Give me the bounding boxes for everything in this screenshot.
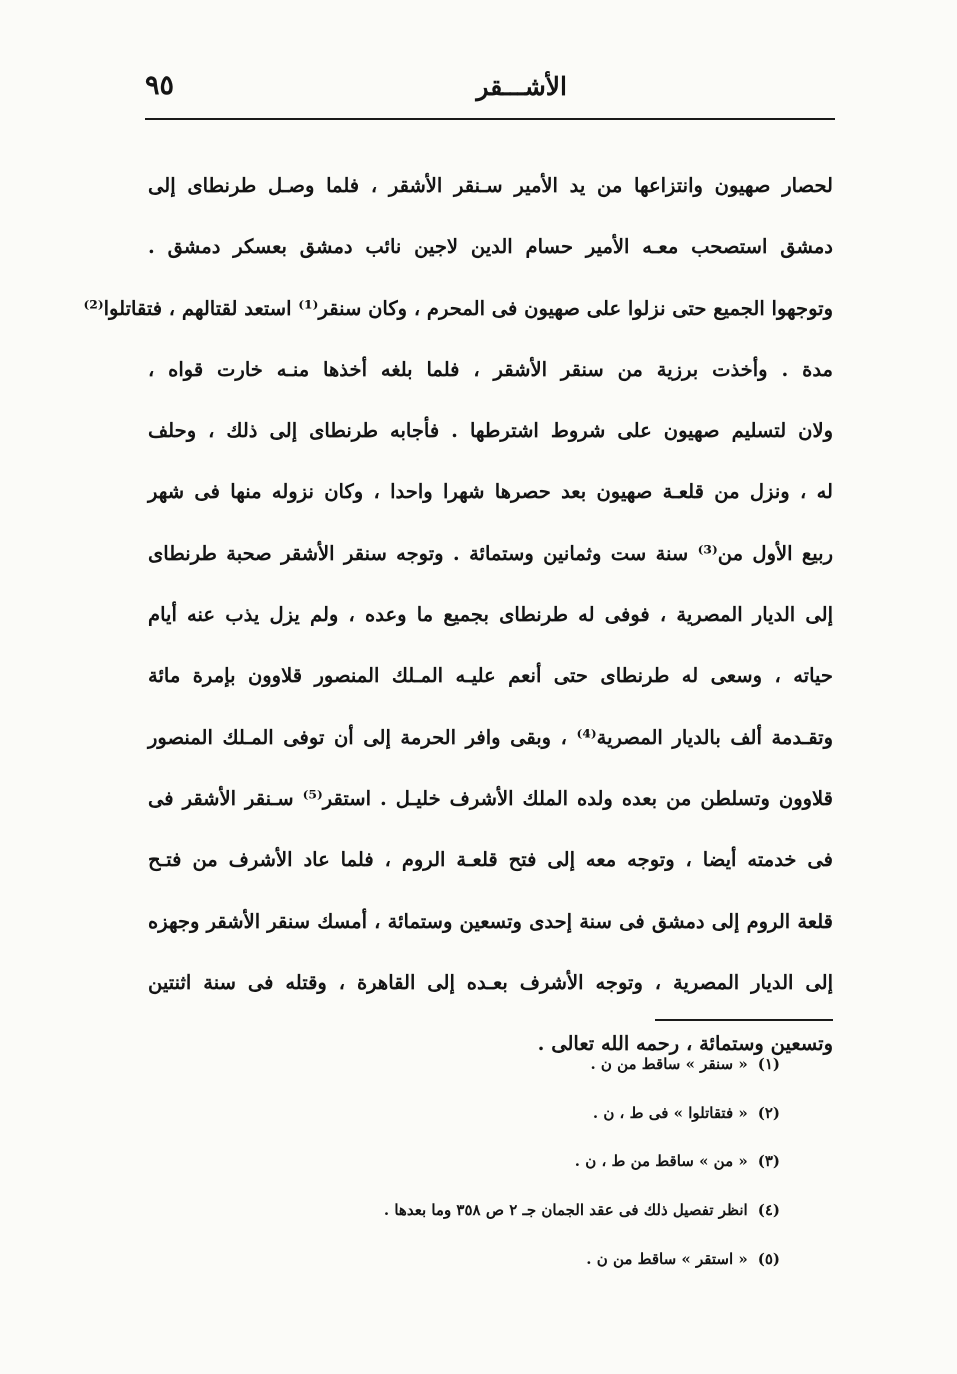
text-line: وتسعين وستمائة ، رحمه الله تعالى . xyxy=(537,1032,833,1056)
footnote-text: « سنقر » ساقط من ن . xyxy=(590,1055,748,1073)
footnote-number: (٤) xyxy=(757,1201,780,1220)
header-rule xyxy=(145,118,835,120)
text-line: حياته ، وسعى له طرنطاى حتى أنعم عليـه المـلك المنصور قلاوون بإمرة مائة xyxy=(148,664,833,688)
text-line: لحصار صهيون وانتزاعها من يد الأمير سـنقر الأشقر ، فلما وصـل طرنطاى إلى xyxy=(148,174,833,197)
running-title: الأشـــقر xyxy=(476,72,567,101)
body-text xyxy=(83,155,834,1074)
text-line: وتقـدمة ألف بالديار المصرية⁽⁴⁾ ، وبقى وافر الحرمة إلى أن توفى المـلك المنصور xyxy=(148,725,833,749)
footnote-text: « من » ساقط من ط ، ن . xyxy=(574,1152,748,1171)
footnote xyxy=(300,1089,780,1138)
page-header xyxy=(145,62,835,110)
page-number: ٩٥ xyxy=(145,70,175,101)
text-line: فى خدمته أيضا ، وتوجه معه إلى فتح قلعـة الروم ، فلما عاد الأشرف من فتـح xyxy=(148,848,833,872)
text-line: دمشق استصحب معـه الأمير حسام الدين لاجين نائب دمشق بعسكر دمشق . xyxy=(148,235,833,259)
footnotes xyxy=(300,1040,780,1283)
footnote xyxy=(300,1235,780,1284)
footnote-number: (١) xyxy=(757,1055,780,1073)
text-line: له ، ونزل من قلعـة صهيون بعد حصرها شهرا واحدا ، وكان نزوله منها فى شهر xyxy=(148,480,833,504)
text-line: وتوجهوا الجميع حتى نزلوا على صهيون فى المحرم ، وكان سنقر⁽¹⁾ استعد لقتالهم ، فتقاتلوا⁽²⁾ xyxy=(83,296,833,320)
text-line: ربيع الأول من⁽³⁾ سنة ست وثمانين وستمائة . وتوجه سنقر الأشقر صحبة طرنطاى xyxy=(148,541,833,565)
text-line: إلى الديار المصرية ، وتوجه الأشرف بعـده إلى القاهرة ، وقتله فى سنة اثنتين xyxy=(148,970,833,994)
text-line: ولان لتسليم صهيون على شروط اشترطها . فأجابه طرنطاى إلى ذلك ، وحلف xyxy=(148,419,833,443)
footnote-number: (٣) xyxy=(757,1152,780,1171)
footnote-text: انظر تفصيل ذلك فى عقد الجمان جـ ٢ ص ٣٥٨ وما بعدها . xyxy=(383,1201,748,1220)
footnote xyxy=(300,1186,780,1235)
footnote-number: (٢) xyxy=(757,1103,780,1122)
footnote-rule xyxy=(655,1019,833,1021)
footnote-number: (٥) xyxy=(757,1249,780,1268)
footnote xyxy=(300,1040,780,1089)
text-line: قلعة الروم إلى دمشق فى سنة إحدى وتسعين وستمائة ، أمسك سنقر الأشقر وجهزه xyxy=(148,909,833,933)
text-line: قلاوون وتسلطن من بعده ولده الملك الأشرف خليـل . استقر⁽⁵⁾ سـنقر الأشقر فى xyxy=(148,786,834,810)
footnote xyxy=(300,1137,780,1186)
text-line: مدة . وأخذت برزية من سنقر الأشقر ، فلما بلغه أخذها منـه خارت قواه ، xyxy=(148,357,833,381)
footnote-text: « فتقاتلوا » فى ط ، ن . xyxy=(592,1103,748,1122)
footnote-text: « استقر » ساقط من ن . xyxy=(586,1249,748,1268)
text-line: إلى الديار المصرية ، فوفى له طرنطاى بجميع ما وعده ، ولم يزل يذب عنه أيام xyxy=(148,603,833,627)
